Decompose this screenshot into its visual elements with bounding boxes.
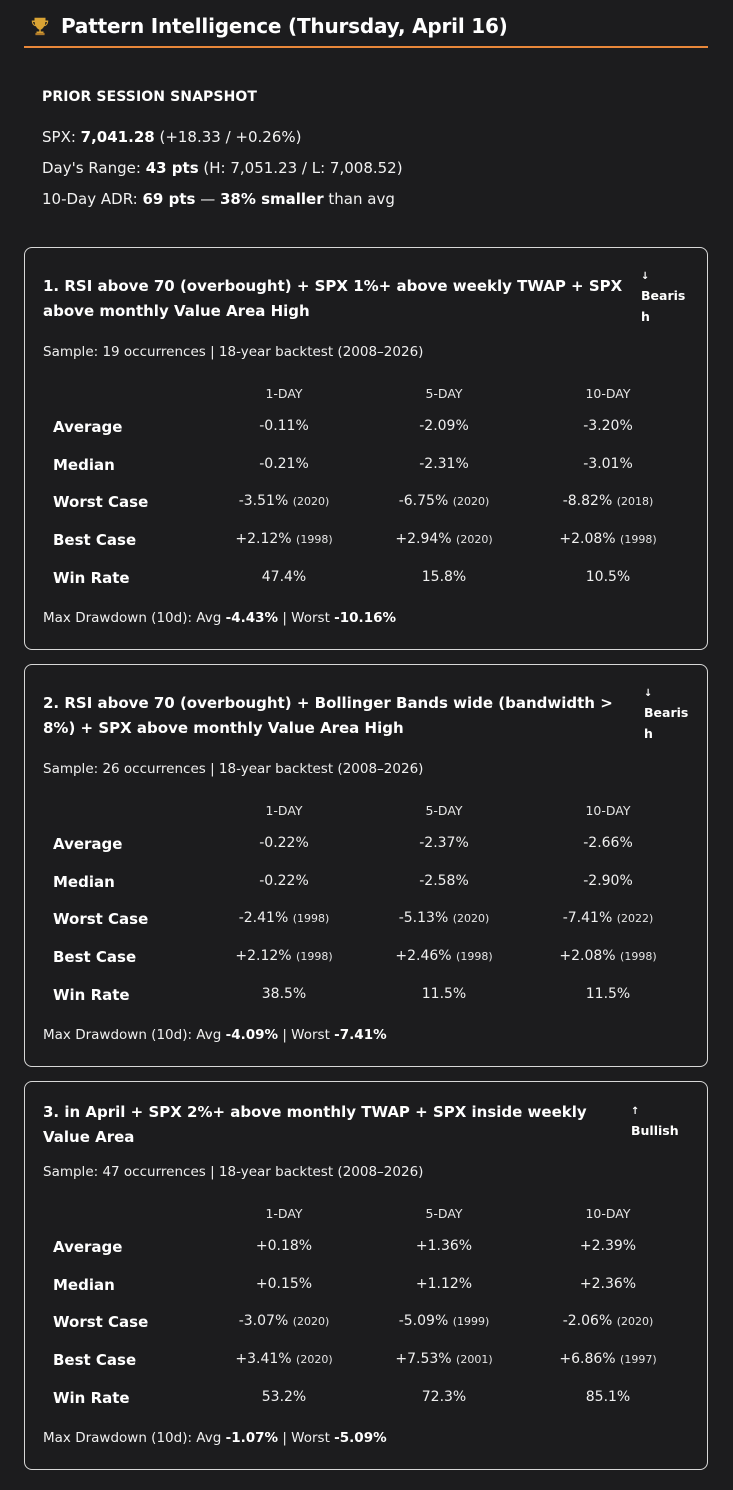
- stats-header: [25, 803, 709, 823]
- year: (1998): [620, 533, 657, 547]
- row-label: Worst Case: [53, 910, 149, 929]
- year: (1998): [296, 950, 333, 964]
- stat-value-10-day: [528, 1351, 688, 1367]
- value: +0.15%: [255, 1275, 313, 1292]
- column-header-5-day: 5-DAY: [425, 803, 463, 818]
- stat-value-5-day: [364, 1313, 524, 1329]
- spx-label: SPX:: [42, 128, 81, 146]
- stat-value-5-day: [364, 948, 524, 964]
- stat-value-10-day: [528, 456, 688, 472]
- pattern-title: 1. RSI above 70 (overbought) + SPX 1%+ above weekly TWAP + SPX above monthly Value Area High: [43, 277, 623, 320]
- row-label: Worst Case: [53, 493, 149, 512]
- stat-row-best-case: [25, 948, 709, 972]
- column-header-10-day: 10-DAY: [585, 1206, 631, 1221]
- drawdown-avg: -4.09%: [225, 1027, 279, 1043]
- value: 38.5%: [261, 985, 307, 1002]
- range-detail: (H: 7,051.23 / L: 7,008.52): [198, 159, 403, 177]
- stat-row-average: [25, 1238, 709, 1262]
- page-header: [24, 6, 708, 48]
- stat-value-10-day: [528, 910, 688, 926]
- drawdown-worst: -7.41%: [334, 1027, 387, 1043]
- year: (2020): [452, 495, 490, 509]
- spx-line: [42, 122, 702, 153]
- pattern-direction-badge: [644, 688, 694, 744]
- year: (1998): [456, 950, 493, 964]
- value: +2.12%: [235, 948, 292, 965]
- value: -2.66%: [583, 835, 633, 851]
- value: 11.5%: [421, 985, 467, 1002]
- stat-row-win-rate: [25, 986, 709, 1010]
- stat-value-10-day: [528, 1389, 688, 1405]
- stat-value-10-day: [528, 493, 688, 509]
- stat-row-median: [25, 873, 709, 897]
- row-label: Best Case: [53, 531, 137, 550]
- stat-value-1-day: [204, 1313, 364, 1329]
- value: -2.06%: [562, 1313, 613, 1330]
- stat-value-10-day: [528, 569, 688, 585]
- year: (1998): [292, 912, 330, 926]
- value: +2.12%: [235, 531, 292, 548]
- value: 85.1%: [585, 1388, 631, 1405]
- max-drawdown: [43, 1027, 387, 1043]
- value: -2.58%: [419, 872, 469, 889]
- adr-line: [42, 184, 702, 215]
- stat-row-win-rate: [25, 569, 709, 593]
- stat-value-10-day: [528, 835, 688, 851]
- range-label: Day's Range:: [42, 159, 146, 177]
- column-header-10-day: 10-DAY: [585, 803, 631, 818]
- stat-value-1-day: [204, 456, 364, 472]
- stat-value-5-day: [364, 1389, 524, 1405]
- year: (1999): [452, 1315, 490, 1329]
- value: +2.46%: [395, 948, 452, 965]
- year: (2020): [616, 1315, 654, 1329]
- stat-value-1-day: [204, 418, 364, 434]
- stat-value-1-day: [204, 1276, 364, 1292]
- stat-row-median: [25, 1276, 709, 1300]
- pattern-direction-badge: [631, 1106, 681, 1141]
- value: -5.09%: [398, 1313, 449, 1330]
- stat-row-worst-case: [25, 910, 709, 934]
- row-label: Win Rate: [53, 985, 130, 1004]
- stat-value-1-day: [204, 1351, 364, 1367]
- stat-row-best-case: [25, 1351, 709, 1375]
- adr-value: 69 pts: [142, 190, 196, 208]
- drawdown-avg: -1.07%: [225, 1430, 279, 1446]
- row-label: Win Rate: [53, 1388, 130, 1407]
- stat-row-win-rate: [25, 1389, 709, 1413]
- stat-value-5-day: [364, 456, 524, 472]
- stat-value-5-day: [364, 493, 524, 509]
- value: -8.82%: [562, 493, 613, 510]
- value: -3.51%: [238, 493, 289, 510]
- stat-row-worst-case: [25, 493, 709, 517]
- sample-info: Sample: 19 occurrences | 18-year backtest (2008–2026): [43, 344, 424, 360]
- prior-session-snapshot: [42, 86, 702, 215]
- row-label: Worst Case: [53, 1313, 149, 1332]
- stat-row-median: [25, 456, 709, 480]
- sample-info: Sample: 47 occurrences | 18-year backtest (2008–2026): [43, 1164, 424, 1180]
- trophy-icon: [29, 15, 51, 37]
- stat-row-average: [25, 835, 709, 859]
- max-drawdown: [43, 610, 396, 626]
- value: +2.08%: [559, 531, 616, 548]
- drawdown-label: Max Drawdown (10d): Avg: [43, 1027, 226, 1043]
- year: (2001): [456, 1353, 493, 1367]
- year: (2020): [296, 1353, 333, 1367]
- pattern-card-2: [24, 664, 708, 1067]
- value: 72.3%: [421, 1388, 467, 1405]
- row-label: Average: [53, 835, 123, 853]
- stat-value-1-day: [204, 1389, 364, 1405]
- row-label: Best Case: [53, 1351, 137, 1370]
- year: (2022): [616, 912, 654, 926]
- stat-value-5-day: [364, 986, 524, 1002]
- drawdown-worst: -5.09%: [334, 1430, 387, 1446]
- stat-row-worst-case: [25, 1313, 709, 1337]
- arrow-down-icon: ↓: [641, 271, 650, 282]
- page-title: Pattern Intelligence (Thursday, April 16): [61, 14, 508, 38]
- direction-label: Bullish: [631, 1123, 679, 1138]
- stat-value-5-day: [364, 1238, 524, 1254]
- adr-compare: 38% smaller: [219, 190, 324, 208]
- direction-label: Bearish: [641, 288, 686, 324]
- direction-label: Bearish: [644, 705, 689, 741]
- stat-value-10-day: [528, 948, 688, 964]
- value: -0.22%: [259, 872, 309, 889]
- value: +7.53%: [395, 1351, 452, 1368]
- stat-value-10-day: [528, 1276, 688, 1292]
- spx-value: 7,041.28: [80, 128, 155, 146]
- value: +2.94%: [395, 531, 452, 548]
- value: 53.2%: [261, 1388, 307, 1405]
- snapshot-title: PRIOR SESSION SNAPSHOT: [42, 89, 258, 105]
- value: -2.09%: [419, 418, 469, 434]
- column-header-5-day: 5-DAY: [425, 386, 463, 401]
- row-label: Median: [53, 455, 115, 474]
- stat-value-10-day: [528, 531, 688, 547]
- stat-value-10-day: [528, 873, 688, 889]
- year: (2020): [452, 912, 490, 926]
- value: +2.36%: [579, 1275, 637, 1292]
- drawdown-worst: -10.16%: [334, 610, 397, 626]
- stat-value-1-day: [204, 835, 364, 851]
- max-drawdown: [43, 1430, 387, 1446]
- value: -0.21%: [259, 455, 309, 472]
- range-line: [42, 153, 702, 184]
- year: (2020): [292, 495, 330, 509]
- column-header-1-day: 1-DAY: [265, 386, 303, 401]
- drawdown-sep: | Worst: [278, 1027, 335, 1043]
- arrow-up-icon: ↑: [631, 1106, 640, 1117]
- column-header-1-day: 1-DAY: [265, 1206, 303, 1221]
- value: +6.86%: [559, 1351, 616, 1368]
- stat-value-1-day: [204, 1238, 364, 1254]
- value: -6.75%: [398, 493, 449, 510]
- stat-value-1-day: [204, 910, 364, 926]
- stat-value-10-day: [528, 1313, 688, 1329]
- stat-value-1-day: [204, 493, 364, 509]
- value: -5.13%: [398, 910, 449, 927]
- stat-value-5-day: [364, 531, 524, 547]
- value: -2.31%: [419, 455, 469, 472]
- value: +2.08%: [559, 948, 616, 965]
- stats-header: [25, 1206, 709, 1226]
- pattern-direction-badge: [641, 271, 691, 327]
- value: 15.8%: [421, 568, 467, 585]
- drawdown-sep: | Worst: [278, 610, 335, 626]
- stat-value-1-day: [204, 569, 364, 585]
- value: -7.41%: [562, 910, 613, 927]
- stat-value-10-day: [528, 1238, 688, 1254]
- pattern-title: 3. in April + SPX 2%+ above monthly TWAP + SPX inside weekly Value Area: [43, 1103, 587, 1146]
- value: -2.90%: [583, 872, 633, 889]
- value: +3.41%: [235, 1351, 292, 1368]
- column-header-5-day: 5-DAY: [425, 1206, 463, 1221]
- arrow-down-icon: ↓: [644, 688, 653, 699]
- stat-value-5-day: [364, 910, 524, 926]
- stat-value-1-day: [204, 948, 364, 964]
- row-label: Win Rate: [53, 568, 130, 587]
- drawdown-avg: -4.43%: [225, 610, 279, 626]
- year: (1998): [296, 533, 333, 547]
- row-label: Average: [53, 418, 123, 436]
- stat-value-5-day: [364, 835, 524, 851]
- row-label: Median: [53, 1275, 115, 1294]
- column-header-1-day: 1-DAY: [265, 803, 303, 818]
- adr-tail: than avg: [323, 190, 395, 208]
- value: 47.4%: [261, 568, 307, 585]
- value: -3.20%: [583, 418, 633, 434]
- spx-change: (+18.33 / +0.26%): [154, 128, 302, 146]
- range-value: 43 pts: [145, 159, 199, 177]
- adr-label: 10-Day ADR:: [42, 190, 143, 208]
- pattern-title: 2. RSI above 70 (overbought) + Bollinger Bands wide (bandwidth > 8%) + SPX above monthly Value Area High: [43, 694, 613, 737]
- stat-row-average: [25, 418, 709, 442]
- value: -2.41%: [238, 910, 289, 927]
- stat-value-5-day: [364, 418, 524, 434]
- adr-sep: —: [195, 190, 220, 208]
- stat-value-10-day: [528, 986, 688, 1002]
- stat-value-1-day: [204, 531, 364, 547]
- row-label: Average: [53, 1238, 123, 1256]
- sample-info: Sample: 26 occurrences | 18-year backtest (2008–2026): [43, 761, 424, 777]
- year: (2020): [456, 533, 493, 547]
- stat-row-best-case: [25, 531, 709, 555]
- pattern-card-1: [24, 247, 708, 650]
- stat-value-5-day: [364, 569, 524, 585]
- stat-value-1-day: [204, 873, 364, 889]
- stat-value-1-day: [204, 986, 364, 1002]
- drawdown-sep: | Worst: [278, 1430, 335, 1446]
- value: -2.37%: [419, 835, 469, 851]
- stat-value-5-day: [364, 1276, 524, 1292]
- value: -0.22%: [259, 835, 309, 851]
- year: (1998): [620, 950, 657, 964]
- value: +0.18%: [255, 1238, 313, 1254]
- row-label: Median: [53, 872, 115, 891]
- value: -3.07%: [238, 1313, 289, 1330]
- value: -3.01%: [583, 455, 633, 472]
- stat-value-5-day: [364, 1351, 524, 1367]
- column-header-10-day: 10-DAY: [585, 386, 631, 401]
- pattern-card-3: [24, 1081, 708, 1470]
- year: (1997): [620, 1353, 657, 1367]
- stat-value-5-day: [364, 873, 524, 889]
- value: +1.36%: [415, 1238, 473, 1254]
- value: 10.5%: [585, 568, 631, 585]
- drawdown-label: Max Drawdown (10d): Avg: [43, 610, 226, 626]
- year: (2018): [616, 495, 654, 509]
- drawdown-label: Max Drawdown (10d): Avg: [43, 1430, 226, 1446]
- value: -0.11%: [259, 418, 309, 434]
- year: (2020): [292, 1315, 330, 1329]
- row-label: Best Case: [53, 948, 137, 967]
- stat-value-10-day: [528, 418, 688, 434]
- value: +2.39%: [579, 1238, 637, 1254]
- stats-header: [25, 386, 709, 406]
- value: +1.12%: [415, 1275, 473, 1292]
- value: 11.5%: [585, 985, 631, 1002]
